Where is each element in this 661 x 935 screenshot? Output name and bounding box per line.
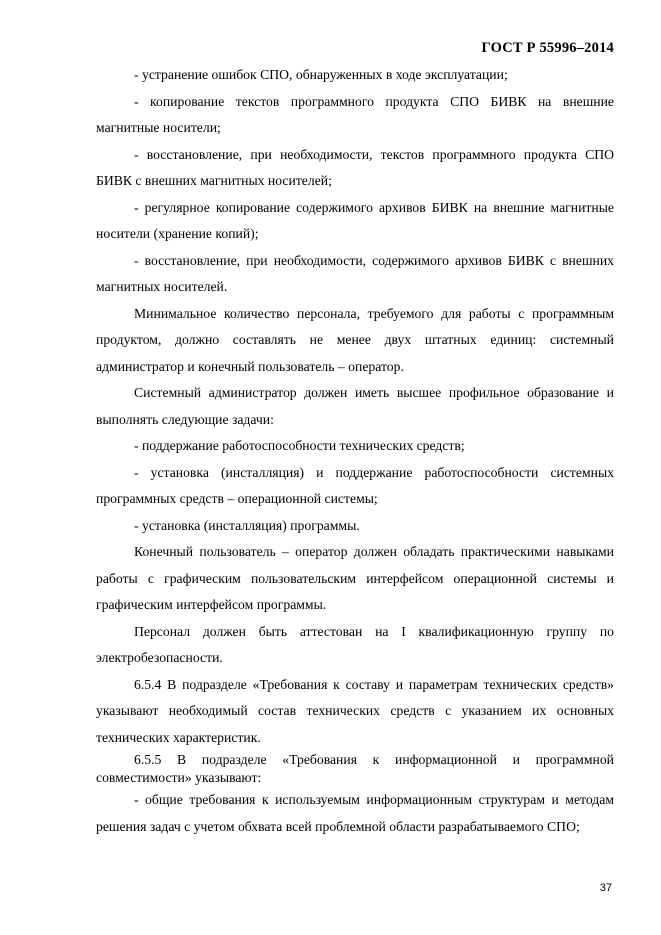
paragraph-sysadmin: Системный администратор должен иметь высшее профильное образование и выполнять следующие задачи: (96, 385, 614, 427)
paragraph-end-user: Конечный пользователь – оператор должен обладать практическими навыками работы с графическим пользовательским интерфейсом операционной системы и графическим интерфейсом программы. (96, 544, 614, 612)
paragraph-bug-fixing: - устранение ошибок СПО, обнаруженных в ходе эксплуатации; (134, 67, 508, 82)
body-text (96, 62, 614, 840)
document-code: ГОСТ Р 55996–2014 (481, 40, 614, 56)
paragraph-section-6-5-5: 6.5.5 В подразделе «Требования к информационной и программной совместимости» указывают: (96, 752, 614, 785)
paragraph-os-installation: - установка (инсталляция) и поддержание работоспособности системных программных средств – операционной системы; (96, 464, 614, 506)
paragraph-minimum-staff: Минимальное количество персонала, требуемого для работы с программным продуктом, должно составлять не менее двух штатных единиц: системный администратор и конечный пользователь – оператор. (96, 305, 614, 374)
page-number: 37 (599, 882, 612, 894)
paragraph-information-structures: - общие требования к используемым информационным структурам и методам решения задач с учетом обхвата всей проблемной области разрабатываемого СПО; (96, 792, 614, 834)
paragraph-certification: Персонал должен быть аттестован на I квалификационную группу по электробезопасности. (96, 623, 614, 665)
paragraph-section-6-5-4: 6.5.4 В подразделе «Требования к составу и параметрам технических средств» указывают необходимый состав технических средств с указанием их основных технических характеристик. (96, 676, 614, 745)
paragraph-hardware-maintenance: - поддержание работоспособности технических средств; (134, 438, 465, 453)
paragraph-copy-archives: - регулярное копирование содержимого архивов БИВК на внешние магнитные носители (хранение копий); (96, 199, 614, 241)
paragraph-copy-texts: - копирование текстов программного продукта СПО БИВК на внешние магнитные носители; (96, 93, 614, 135)
paragraph-program-installation: - установка (инсталляция) программы. (134, 517, 360, 533)
paragraph-restore-texts: - восстановление, при необходимости, текстов программного продукта СПО БИВК с внешних магнитных носителей; (96, 146, 614, 188)
paragraph-restore-archives: - восстановление, при необходимости, содержимого архивов БИВК с внешних магнитных носителей. (96, 252, 614, 294)
